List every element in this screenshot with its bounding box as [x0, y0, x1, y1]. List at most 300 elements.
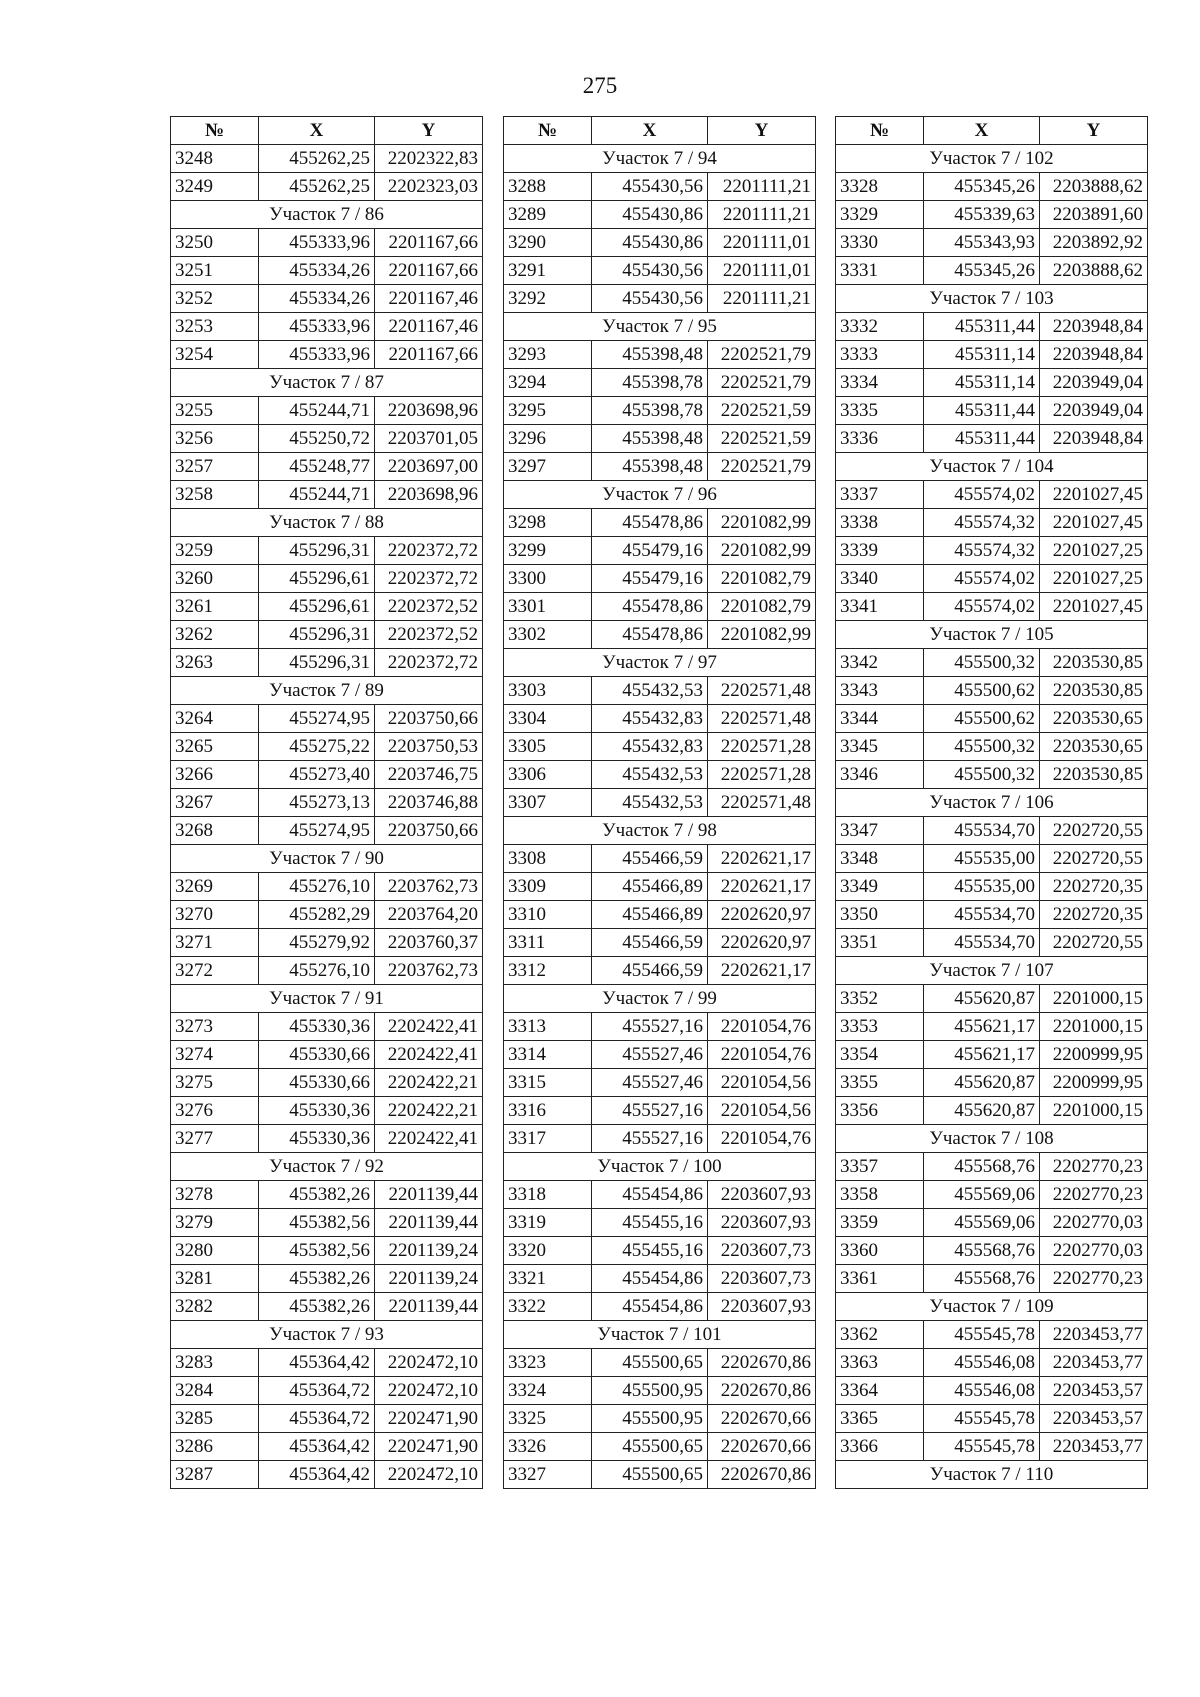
x-coordinate: 455262,25 — [259, 145, 375, 173]
table-row — [171, 1461, 483, 1489]
table-row — [171, 537, 483, 565]
x-coordinate: 455535,00 — [924, 845, 1040, 873]
table-row — [504, 397, 816, 425]
section-title: Участок 7 / 86 — [171, 201, 483, 229]
table-row — [836, 1013, 1148, 1041]
x-coordinate: 455432,83 — [592, 705, 708, 733]
x-coordinate: 455333,96 — [259, 341, 375, 369]
point-number: 3346 — [836, 761, 924, 789]
x-coordinate: 455296,31 — [259, 537, 375, 565]
section-title: Участок 7 / 88 — [171, 509, 483, 537]
section-title: Участок 7 / 94 — [504, 145, 816, 173]
x-coordinate: 455621,17 — [924, 1013, 1040, 1041]
section-row — [836, 789, 1148, 817]
table-row — [836, 369, 1148, 397]
y-coordinate: 2202521,79 — [708, 341, 816, 369]
y-coordinate: 2202571,48 — [708, 677, 816, 705]
table-row — [171, 1405, 483, 1433]
y-coordinate: 2203453,57 — [1040, 1377, 1148, 1405]
table-row — [171, 789, 483, 817]
point-number: 3354 — [836, 1041, 924, 1069]
y-coordinate: 2203762,73 — [375, 873, 483, 901]
y-coordinate: 2201167,66 — [375, 257, 483, 285]
table-row — [171, 453, 483, 481]
table-row — [504, 1209, 816, 1237]
x-coordinate: 455466,89 — [592, 901, 708, 929]
section-title: Участок 7 / 91 — [171, 985, 483, 1013]
section-title: Участок 7 / 95 — [504, 313, 816, 341]
y-coordinate: 2202471,90 — [375, 1405, 483, 1433]
point-number: 3328 — [836, 173, 924, 201]
y-coordinate: 2203607,93 — [708, 1209, 816, 1237]
section-row — [504, 145, 816, 173]
x-coordinate: 455262,25 — [259, 173, 375, 201]
y-coordinate: 2202422,41 — [375, 1125, 483, 1153]
x-coordinate: 455248,77 — [259, 453, 375, 481]
y-coordinate: 2201111,21 — [708, 201, 816, 229]
table-row — [171, 425, 483, 453]
point-number: 3313 — [504, 1013, 592, 1041]
point-number: 3262 — [171, 621, 259, 649]
section-row — [504, 313, 816, 341]
table-row — [171, 313, 483, 341]
x-coordinate: 455334,26 — [259, 285, 375, 313]
table-row — [836, 1041, 1148, 1069]
x-coordinate: 455364,72 — [259, 1405, 375, 1433]
section-row — [171, 1153, 483, 1181]
point-number: 3267 — [171, 789, 259, 817]
y-coordinate: 2202372,72 — [375, 537, 483, 565]
point-number: 3317 — [504, 1125, 592, 1153]
x-coordinate: 455574,02 — [924, 565, 1040, 593]
table-row — [504, 705, 816, 733]
x-coordinate: 455568,76 — [924, 1153, 1040, 1181]
y-coordinate: 2203888,62 — [1040, 257, 1148, 285]
table-row — [836, 229, 1148, 257]
table-row — [836, 733, 1148, 761]
x-coordinate: 455466,59 — [592, 845, 708, 873]
x-coordinate: 455527,16 — [592, 1013, 708, 1041]
section-title: Участок 7 / 92 — [171, 1153, 483, 1181]
point-number: 3302 — [504, 621, 592, 649]
point-number: 3275 — [171, 1069, 259, 1097]
point-number: 3264 — [171, 705, 259, 733]
table-row — [836, 873, 1148, 901]
section-title: Участок 7 / 100 — [504, 1153, 816, 1181]
point-number: 3320 — [504, 1237, 592, 1265]
y-coordinate: 2203948,84 — [1040, 341, 1148, 369]
table-row — [504, 845, 816, 873]
y-coordinate: 2203746,75 — [375, 761, 483, 789]
section-title: Участок 7 / 107 — [836, 957, 1148, 985]
point-number: 3364 — [836, 1377, 924, 1405]
x-coordinate: 455311,44 — [924, 425, 1040, 453]
section-row — [836, 1293, 1148, 1321]
table-row — [504, 621, 816, 649]
point-number: 3331 — [836, 257, 924, 285]
section-title: Участок 7 / 97 — [504, 649, 816, 677]
table-row — [504, 1097, 816, 1125]
header-number: № — [836, 117, 924, 145]
section-title: Участок 7 / 108 — [836, 1125, 1148, 1153]
x-coordinate: 455382,56 — [259, 1209, 375, 1237]
y-coordinate: 2202422,41 — [375, 1013, 483, 1041]
x-coordinate: 455330,36 — [259, 1125, 375, 1153]
table-row — [171, 229, 483, 257]
table-row — [504, 173, 816, 201]
y-coordinate: 2202670,86 — [708, 1461, 816, 1489]
x-coordinate: 455574,32 — [924, 537, 1040, 565]
section-row — [836, 285, 1148, 313]
table-row — [504, 1461, 816, 1489]
x-coordinate: 455432,53 — [592, 677, 708, 705]
section-row — [171, 1321, 483, 1349]
table-row — [171, 1013, 483, 1041]
section-row — [836, 1461, 1148, 1489]
table-row — [504, 369, 816, 397]
table-row — [171, 929, 483, 957]
x-coordinate: 455382,26 — [259, 1181, 375, 1209]
point-number: 3309 — [504, 873, 592, 901]
y-coordinate: 2203453,77 — [1040, 1321, 1148, 1349]
table-row — [171, 145, 483, 173]
section-title: Участок 7 / 93 — [171, 1321, 483, 1349]
point-number: 3260 — [171, 565, 259, 593]
point-number: 3312 — [504, 957, 592, 985]
y-coordinate: 2203607,73 — [708, 1265, 816, 1293]
y-coordinate: 2203760,37 — [375, 929, 483, 957]
x-coordinate: 455339,63 — [924, 201, 1040, 229]
table-row — [171, 1041, 483, 1069]
x-coordinate: 455430,56 — [592, 173, 708, 201]
y-coordinate: 2202372,72 — [375, 649, 483, 677]
header-x: X — [259, 117, 375, 145]
y-coordinate: 2202422,41 — [375, 1041, 483, 1069]
y-coordinate: 2202720,55 — [1040, 817, 1148, 845]
y-coordinate: 2202521,79 — [708, 369, 816, 397]
section-row — [504, 481, 816, 509]
x-coordinate: 455500,32 — [924, 761, 1040, 789]
x-coordinate: 455568,76 — [924, 1237, 1040, 1265]
point-number: 3277 — [171, 1125, 259, 1153]
point-number: 3304 — [504, 705, 592, 733]
point-number: 3356 — [836, 1097, 924, 1125]
x-coordinate: 455345,26 — [924, 257, 1040, 285]
point-number: 3259 — [171, 537, 259, 565]
table-header-row — [171, 117, 483, 145]
section-title: Участок 7 / 89 — [171, 677, 483, 705]
point-number: 3344 — [836, 705, 924, 733]
table-row — [171, 341, 483, 369]
table-row — [171, 733, 483, 761]
table-row — [836, 565, 1148, 593]
coordinates-table-2 — [503, 116, 816, 1489]
point-number: 3325 — [504, 1405, 592, 1433]
x-coordinate: 455398,78 — [592, 369, 708, 397]
table-row — [504, 1433, 816, 1461]
y-coordinate: 2201054,56 — [708, 1097, 816, 1125]
table-row — [504, 1069, 816, 1097]
table-row — [171, 285, 483, 313]
table-row — [171, 1181, 483, 1209]
table-row — [171, 1209, 483, 1237]
y-coordinate: 2202571,28 — [708, 761, 816, 789]
y-coordinate: 2200999,95 — [1040, 1041, 1148, 1069]
table-row — [171, 565, 483, 593]
table-row — [836, 1349, 1148, 1377]
point-number: 3322 — [504, 1293, 592, 1321]
y-coordinate: 2203764,20 — [375, 901, 483, 929]
table-row — [171, 257, 483, 285]
y-coordinate: 2201139,44 — [375, 1181, 483, 1209]
point-number: 3279 — [171, 1209, 259, 1237]
point-number: 3340 — [836, 565, 924, 593]
x-coordinate: 455621,17 — [924, 1041, 1040, 1069]
x-coordinate: 455330,66 — [259, 1041, 375, 1069]
section-row — [504, 985, 816, 1013]
point-number: 3349 — [836, 873, 924, 901]
x-coordinate: 455545,78 — [924, 1405, 1040, 1433]
point-number: 3338 — [836, 509, 924, 537]
x-coordinate: 455279,92 — [259, 929, 375, 957]
y-coordinate: 2203888,62 — [1040, 173, 1148, 201]
table-row — [171, 705, 483, 733]
y-coordinate: 2203750,66 — [375, 705, 483, 733]
y-coordinate: 2203607,93 — [708, 1293, 816, 1321]
table-row — [836, 481, 1148, 509]
table-row — [504, 1405, 816, 1433]
x-coordinate: 455382,26 — [259, 1265, 375, 1293]
point-number: 3348 — [836, 845, 924, 873]
y-coordinate: 2202323,03 — [375, 173, 483, 201]
y-coordinate: 2203530,85 — [1040, 761, 1148, 789]
table-row — [504, 1237, 816, 1265]
table-row — [836, 985, 1148, 1013]
y-coordinate: 2202472,10 — [375, 1349, 483, 1377]
y-coordinate: 2201027,25 — [1040, 537, 1148, 565]
section-title: Участок 7 / 87 — [171, 369, 483, 397]
y-coordinate: 2202472,10 — [375, 1461, 483, 1489]
x-coordinate: 455500,65 — [592, 1461, 708, 1489]
x-coordinate: 455276,10 — [259, 957, 375, 985]
y-coordinate: 2203948,84 — [1040, 425, 1148, 453]
y-coordinate: 2202621,17 — [708, 845, 816, 873]
x-coordinate: 455534,70 — [924, 817, 1040, 845]
y-coordinate: 2202372,52 — [375, 621, 483, 649]
table-row — [836, 761, 1148, 789]
point-number: 3332 — [836, 313, 924, 341]
header-y: Y — [708, 117, 816, 145]
table-row — [171, 1433, 483, 1461]
table-row — [836, 201, 1148, 229]
x-coordinate: 455466,59 — [592, 929, 708, 957]
x-coordinate: 455478,86 — [592, 621, 708, 649]
point-number: 3350 — [836, 901, 924, 929]
point-number: 3257 — [171, 453, 259, 481]
point-number: 3358 — [836, 1181, 924, 1209]
y-coordinate: 2202372,52 — [375, 593, 483, 621]
section-row — [504, 817, 816, 845]
x-coordinate: 455330,36 — [259, 1097, 375, 1125]
section-title: Участок 7 / 90 — [171, 845, 483, 873]
x-coordinate: 455296,31 — [259, 649, 375, 677]
table-row — [504, 341, 816, 369]
point-number: 3327 — [504, 1461, 592, 1489]
y-coordinate: 2201139,24 — [375, 1237, 483, 1265]
point-number: 3287 — [171, 1461, 259, 1489]
x-coordinate: 455244,71 — [259, 481, 375, 509]
x-coordinate: 455430,56 — [592, 285, 708, 313]
table-row — [171, 649, 483, 677]
table-row — [171, 1069, 483, 1097]
point-number: 3270 — [171, 901, 259, 929]
y-coordinate: 2202620,97 — [708, 929, 816, 957]
x-coordinate: 455527,16 — [592, 1097, 708, 1125]
point-number: 3254 — [171, 341, 259, 369]
point-number: 3286 — [171, 1433, 259, 1461]
point-number: 3282 — [171, 1293, 259, 1321]
y-coordinate: 2202571,48 — [708, 789, 816, 817]
y-coordinate: 2201082,99 — [708, 537, 816, 565]
table-row — [504, 537, 816, 565]
point-number: 3291 — [504, 257, 592, 285]
table-row — [504, 677, 816, 705]
table-row — [171, 1097, 483, 1125]
table-row — [836, 1405, 1148, 1433]
table-row — [171, 593, 483, 621]
x-coordinate: 455275,22 — [259, 733, 375, 761]
x-coordinate: 455454,86 — [592, 1265, 708, 1293]
y-coordinate: 2202621,17 — [708, 873, 816, 901]
y-coordinate: 2203891,60 — [1040, 201, 1148, 229]
x-coordinate: 455500,65 — [592, 1433, 708, 1461]
y-coordinate: 2202720,55 — [1040, 929, 1148, 957]
table-row — [171, 901, 483, 929]
y-coordinate: 2203698,96 — [375, 481, 483, 509]
table-row — [171, 621, 483, 649]
y-coordinate: 2201082,99 — [708, 621, 816, 649]
y-coordinate: 2202521,59 — [708, 397, 816, 425]
x-coordinate: 455466,59 — [592, 957, 708, 985]
x-coordinate: 455535,00 — [924, 873, 1040, 901]
y-coordinate: 2201082,79 — [708, 565, 816, 593]
table-row — [171, 1349, 483, 1377]
y-coordinate: 2203698,96 — [375, 397, 483, 425]
x-coordinate: 455569,06 — [924, 1181, 1040, 1209]
table-row — [836, 1377, 1148, 1405]
section-title: Участок 7 / 110 — [836, 1461, 1148, 1489]
section-row — [836, 1125, 1148, 1153]
x-coordinate: 455333,96 — [259, 229, 375, 257]
point-number: 3251 — [171, 257, 259, 285]
x-coordinate: 455364,42 — [259, 1349, 375, 1377]
x-coordinate: 455244,71 — [259, 397, 375, 425]
x-coordinate: 455274,95 — [259, 817, 375, 845]
y-coordinate: 2202471,90 — [375, 1433, 483, 1461]
table-row — [171, 173, 483, 201]
section-title: Участок 7 / 103 — [836, 285, 1148, 313]
point-number: 3250 — [171, 229, 259, 257]
table-row — [504, 509, 816, 537]
y-coordinate: 2203750,66 — [375, 817, 483, 845]
point-number: 3272 — [171, 957, 259, 985]
point-number: 3289 — [504, 201, 592, 229]
section-title: Участок 7 / 106 — [836, 789, 1148, 817]
x-coordinate: 455276,10 — [259, 873, 375, 901]
point-number: 3280 — [171, 1237, 259, 1265]
table-row — [171, 1377, 483, 1405]
y-coordinate: 2203607,73 — [708, 1237, 816, 1265]
point-number: 3319 — [504, 1209, 592, 1237]
x-coordinate: 455574,02 — [924, 481, 1040, 509]
y-coordinate: 2202670,66 — [708, 1405, 816, 1433]
x-coordinate: 455343,93 — [924, 229, 1040, 257]
point-number: 3284 — [171, 1377, 259, 1405]
table-row — [836, 817, 1148, 845]
x-coordinate: 455330,36 — [259, 1013, 375, 1041]
y-coordinate: 2202770,23 — [1040, 1265, 1148, 1293]
table-row — [504, 1377, 816, 1405]
point-number: 3266 — [171, 761, 259, 789]
section-row — [836, 957, 1148, 985]
x-coordinate: 455311,44 — [924, 313, 1040, 341]
table-row — [504, 901, 816, 929]
table-row — [836, 425, 1148, 453]
y-coordinate: 2203762,73 — [375, 957, 483, 985]
section-row — [836, 453, 1148, 481]
x-coordinate: 455527,46 — [592, 1041, 708, 1069]
section-row — [504, 649, 816, 677]
point-number: 3306 — [504, 761, 592, 789]
table-row — [504, 1349, 816, 1377]
x-coordinate: 455430,86 — [592, 229, 708, 257]
y-coordinate: 2200999,95 — [1040, 1069, 1148, 1097]
point-number: 3355 — [836, 1069, 924, 1097]
table-row — [836, 1433, 1148, 1461]
y-coordinate: 2201111,01 — [708, 257, 816, 285]
table-row — [504, 1013, 816, 1041]
table-row — [504, 789, 816, 817]
x-coordinate: 455466,89 — [592, 873, 708, 901]
table-row — [171, 481, 483, 509]
y-coordinate: 2201111,21 — [708, 173, 816, 201]
header-y: Y — [375, 117, 483, 145]
table-row — [836, 649, 1148, 677]
point-number: 3273 — [171, 1013, 259, 1041]
table-row — [504, 285, 816, 313]
table-row — [836, 397, 1148, 425]
table-row — [504, 453, 816, 481]
point-number: 3281 — [171, 1265, 259, 1293]
point-number: 3256 — [171, 425, 259, 453]
x-coordinate: 455479,16 — [592, 537, 708, 565]
y-coordinate: 2202770,03 — [1040, 1237, 1148, 1265]
y-coordinate: 2202571,48 — [708, 705, 816, 733]
y-coordinate: 2201027,45 — [1040, 481, 1148, 509]
section-row — [171, 845, 483, 873]
x-coordinate: 455546,08 — [924, 1349, 1040, 1377]
table-row — [504, 257, 816, 285]
y-coordinate: 2201082,99 — [708, 509, 816, 537]
point-number: 3294 — [504, 369, 592, 397]
point-number: 3269 — [171, 873, 259, 901]
table-row — [504, 1041, 816, 1069]
point-number: 3298 — [504, 509, 592, 537]
y-coordinate: 2201139,24 — [375, 1265, 483, 1293]
point-number: 3316 — [504, 1097, 592, 1125]
table-row — [171, 817, 483, 845]
table-row — [504, 425, 816, 453]
